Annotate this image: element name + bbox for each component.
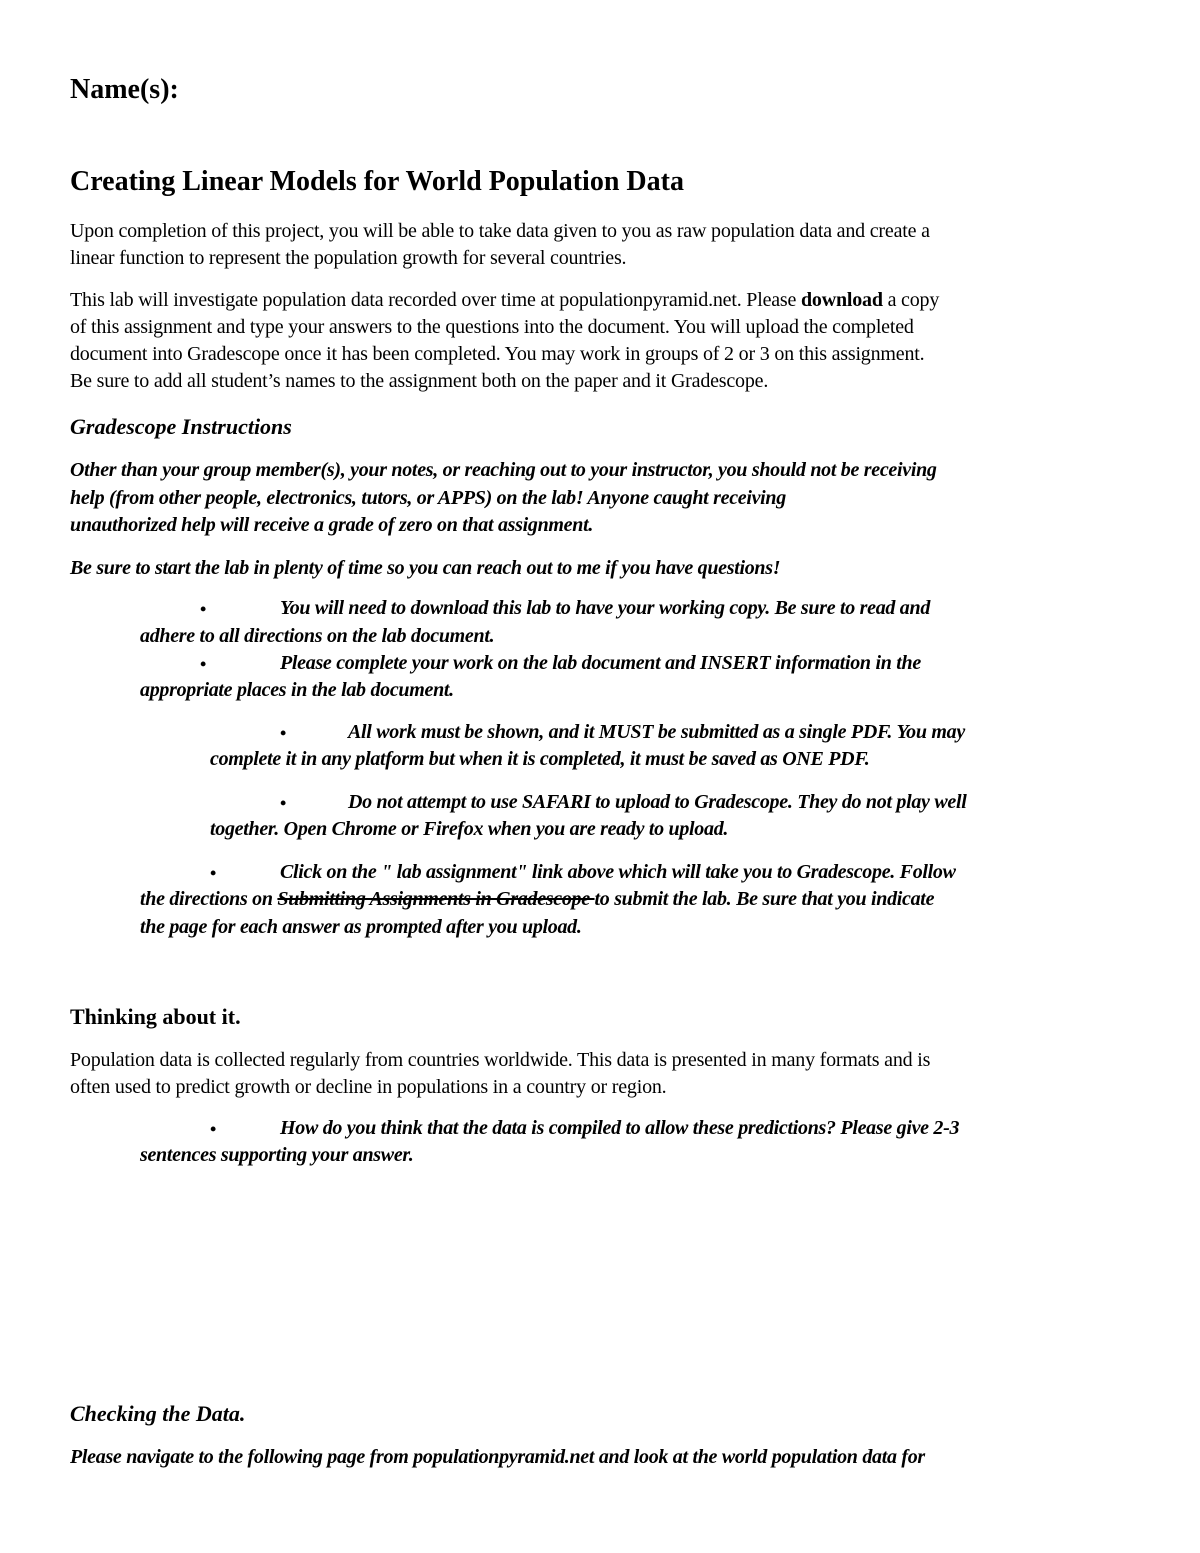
bullet-5-line-3: the page for each answer as prompted after you upload. — [140, 916, 582, 938]
lab-line-1-end: a copy — [882, 289, 940, 311]
bullet-5-line-2-start: the directions on — [140, 888, 278, 910]
lab-line-1 — [70, 287, 939, 315]
intro-line-1: Upon completion of this project, you will be able to take data given to you as raw population data and create a — [70, 220, 930, 242]
bullet-5-line-1: Click on the " lab assignment" link above which will take you to Gradescope. Follow — [280, 861, 956, 883]
warning-line-1: Other than your group member(s), your notes, or reaching out to your instructor, you should not be receiving — [70, 459, 937, 481]
lab-line-3: document into Gradescope once it has been completed. You may work in groups of 2 or 3 on this assignment. — [70, 343, 925, 365]
checking-heading: Checking the Data. — [70, 1401, 246, 1426]
bullet-4-line-2: together. Open Chrome or Firefox when you are ready to upload. — [210, 818, 729, 840]
gradescope-heading: Gradescope Instructions — [70, 414, 292, 439]
bullet-dot-3: • — [280, 723, 287, 743]
lab-line-1-start: This lab will investigate population data recorded over time at populationpyramid.net. Please — [70, 289, 801, 311]
bullet-1-line-1: You will need to download this lab to have your working copy. Be sure to read and — [280, 597, 931, 619]
bullet-3-line-1: All work must be shown, and it MUST be submitted as a single PDF. You may — [348, 721, 965, 743]
names-heading: Name(s): — [70, 74, 179, 105]
question-line-1: How do you think that the data is compiled to allow these predictions? Please give 2-3 — [280, 1117, 960, 1139]
bullet-dot-1: • — [200, 599, 207, 619]
bullet-2-line-2: appropriate places in the lab document. — [140, 679, 454, 701]
bullet-dot-2: • — [200, 654, 207, 674]
bullet-2-line-1: Please complete your work on the lab document and INSERT information in the — [280, 652, 921, 674]
bullet-4-line-1: Do not attempt to use SAFARI to upload to Gradescope. They do not play well — [348, 791, 967, 813]
intro-line-2: linear function to represent the population growth for several countries. — [70, 247, 627, 269]
bullet-dot-5: • — [210, 863, 217, 883]
lab-line-4: Be sure to add all student’s names to the assignment both on the paper and it Gradescope. — [70, 370, 769, 392]
warning-line-3: unauthorized help will receive a grade of zero on that assignment. — [70, 514, 594, 536]
document-title: Creating Linear Models for World Population Data — [70, 166, 684, 197]
bullet-5-line-2-end: to submit the lab. Be sure that you indicate — [594, 888, 935, 910]
bullet-1-line-2: adhere to all directions on the lab document. — [140, 625, 495, 647]
thinking-line-2: often used to predict growth or decline in populations in a country or region. — [70, 1076, 667, 1098]
download-emphasis: download — [801, 289, 883, 311]
question-line-2: sentences supporting your answer. — [140, 1144, 414, 1166]
thinking-line-1: Population data is collected regularly from countries worldwide. This data is presented in many formats and is — [70, 1049, 931, 1071]
bullet-3-line-2: complete it in any platform but when it is completed, it must be saved as ONE PDF. — [210, 748, 870, 770]
submitting-assignments-link[interactable]: Submitting Assignments in Gradescope — [277, 888, 595, 910]
thinking-heading: Thinking about it. — [70, 1004, 241, 1029]
bullet-dot-6: • — [210, 1119, 217, 1139]
warning-line-2: help (from other people, electronics, tutors, or APPS) on the lab! Anyone caught receiving — [70, 487, 786, 509]
bullet-dot-4: • — [280, 793, 287, 813]
start-early-note: Be sure to start the lab in plenty of time so you can reach out to me if you have questions! — [70, 557, 781, 579]
bullet-5-line-2 — [140, 888, 934, 911]
lab-line-2: of this assignment and type your answers to the questions into the document. You will upload the completed — [70, 316, 914, 338]
checking-line-1: Please navigate to the following page from populationpyramid.net and look at the world population data for — [70, 1446, 925, 1468]
